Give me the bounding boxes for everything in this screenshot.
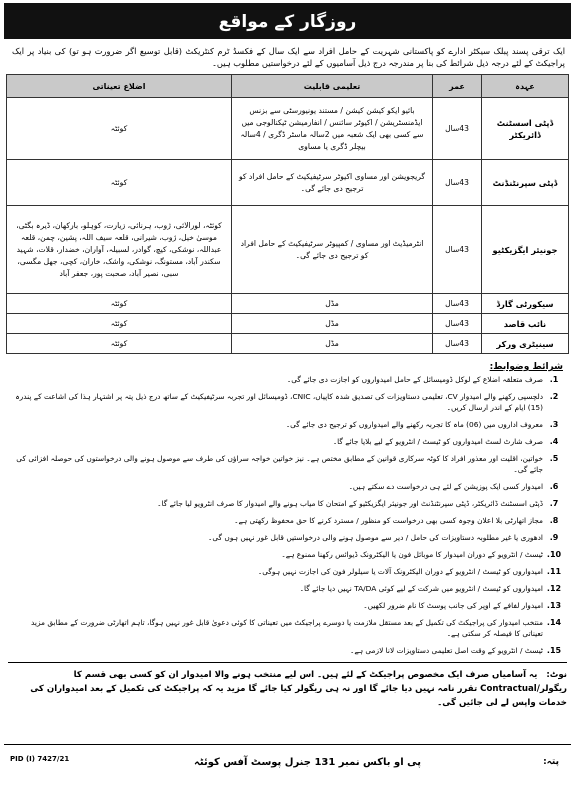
condition-number: 11. [546, 567, 562, 576]
pid-number: PID (I) 7427/21 [10, 755, 70, 763]
cell-title: سینیٹری ورکر [482, 334, 569, 354]
condition-number: 12. [546, 584, 562, 593]
list-item [12, 481, 565, 492]
conditions-list [4, 374, 571, 656]
cell-age: 43سال [433, 294, 482, 314]
condition-number: 7. [549, 499, 559, 508]
cell-age: 43سال [433, 206, 482, 294]
cell-age: 43سال [433, 160, 482, 206]
cell-title: ڈپٹی سپرنٹنڈنٹ [482, 160, 569, 206]
cell-domicile: کوئٹہ [7, 334, 232, 354]
list-item [12, 391, 565, 413]
list-item [12, 645, 565, 656]
condition-text: دلچسپی رکھنے والے امیدوار CV، تعلیمی دستاویزات کی تصدیق شدہ کاپیاں، CNIC، ڈومیسائل اور تجربہ سرٹیفیکیٹ کے ساتھ درج ذیل پتہ پر اشتہار ہذا کی اشاعت کے پندرہ (15) ایام کے اندر ارسال کریں۔ [15, 392, 543, 412]
note-block [8, 662, 567, 710]
list-item [12, 453, 565, 475]
col-header-age: عمر [433, 75, 482, 98]
cell-domicile: کوئٹہ [7, 160, 232, 206]
page-title-banner [4, 3, 571, 39]
condition-text: امیدوار لفافے کے اوپر کی جانب پوسٹ کا نام ضرور لکھیں۔ [363, 601, 543, 610]
condition-text: منتخب امیدوار کی پراجیکٹ کی تکمیل کے بعد مستقل ملازمت یا دوسرے پراجیکٹ میں تعیناتی کا کوئی دعویٰ قابل غور نہیں ہوگا، تاہم اتھارٹی ضرورت کے مطابق مزید تعیناتی کا فیصلہ کر سکتی ہے۔ [31, 618, 543, 638]
table-header-row [7, 75, 569, 98]
col-header-title: عہدہ [482, 75, 569, 98]
cell-qualification: انٹرمیڈیٹ اور مساوی / کمپیوٹر سرٹیفیکیٹ کے حامل افراد کو ترجیح دی جائے گی۔ [232, 206, 433, 294]
cell-qualification: گریجویشن اور مساوی اکیوٹر سرٹیفیکیٹ کے حامل افراد کو ترجیح دی جائے گی۔ [232, 160, 433, 206]
table-row [7, 160, 569, 206]
condition-number: 3. [549, 420, 559, 429]
list-item [12, 374, 565, 385]
note-text: یہ آسامیاں صرف ایک مخصوص پراجیکٹ کے لئے ہیں۔ اس لیے منتخب ہونے والا امیدوار ان کو کسی بھی قسم کا ریگولر/Contractual تقرر نامہ نہیں دیا جائے گا اور نہ ہی ریگولر کیا جائے گا مزید یہ کہ پراجیکٹ کی تکمیل کے بعد امیدواران کی خدمات واپس لے لی جائیں گی۔ [30, 670, 567, 708]
job-advertisement [4, 3, 571, 779]
condition-text: صرف متعلقہ اضلاع کے لوکل ڈومیسائل کے حامل امیدواروں کو اجازت دی جائے گی۔ [286, 375, 543, 384]
list-item [12, 515, 565, 526]
table-row [7, 294, 569, 314]
list-item [12, 566, 565, 577]
cell-domicile: کوئٹہ [7, 294, 232, 314]
condition-number: 8. [549, 516, 559, 525]
condition-text: خواتین، اقلیت اور معذور افراد کا کوٹہ سرکاری قوانین کے مطابق مختص ہے۔ نیز خواتین خواجہ سراؤں کی طرف سے موصول ہونے والی درخواستوں کی حوصلہ افزائی کی جائے گی۔ [16, 454, 543, 474]
condition-number: 9. [549, 533, 559, 542]
condition-number: 6. [549, 482, 559, 491]
list-item [12, 583, 565, 594]
intro-paragraph: ایک ترقی پسند پبلک سیکٹر ادارے کو پاکستانی شہریت کے حامل افراد سے ایک سال کے فکسڈ ٹرم کنٹریکٹ (قابل توسیع اگر ضرورت ہو تو) کی بنیاد پر ایک پراجیکٹ کے لئے درجہ ذیل شرائط کی بنا پر مندرجہ درج ذیل آسامیوں کے لئے درخواستیں مطلوب ہیں۔ [12, 46, 565, 68]
list-item [12, 436, 565, 447]
table-row [7, 98, 569, 160]
cell-domicile: کوئٹہ [7, 314, 232, 334]
address-label: پتہ: [543, 757, 559, 767]
cell-qualification: مڈل [232, 294, 433, 314]
list-item [12, 617, 565, 639]
condition-text: ادھوری یا غیر مطلوبہ دستاویزات کی حامل / دیر سے موصول ہونے والی درخواستیں قابل غور نہیں ہوں گی۔ [208, 533, 543, 542]
condition-number: 2. [549, 392, 559, 401]
cell-domicile: کوئٹہ [7, 98, 232, 160]
list-item [12, 498, 565, 509]
condition-text: امیدواروں کو ٹیسٹ / انٹرویو کے دوران الیکٹرونک آلات یا سیلولر فون کی اجازت نہیں ہوگی۔ [257, 567, 543, 576]
cell-age: 43سال [433, 334, 482, 354]
condition-text: معروف اداروں میں (06) ماہ کا تجربہ رکھنے والے امیدواروں کو ترجیح دی جائے گی۔ [285, 420, 543, 429]
list-item [12, 600, 565, 611]
condition-text: ٹیسٹ / انٹرویو کے وقت اصل تعلیمی دستاویزات لانا لازمی ہے۔ [350, 646, 543, 655]
cell-title: نائب قاصد [482, 314, 569, 334]
col-header-qualification: تعلیمی قابلیت [232, 75, 433, 98]
list-item [12, 549, 565, 560]
conditions-heading: شرائط وضوابط: [489, 362, 563, 372]
note-label: نوٹ: [546, 670, 567, 680]
cell-qualification: مڈل [232, 314, 433, 334]
cell-domicile: کوئٹہ، لورالائی، ژوب، ہرنائی، زیارت، کوہلو، بارکھان، ڈیرہ بگٹی، موسیٰ خیل، ژوب، شیرانی، قلعہ سیف اللہ، پشین، چمن، قلعہ عبداللہ، نوشکی، کیچ، گوادر، لسبیلہ، آواران، خضدار، قلات، شہید سکندر آباد، مستونگ، نوشکی، واشک، خاران، کچی، جھل مگسی، سبی، نصیر آباد، صحبت پور، جعفر آباد [7, 206, 232, 294]
condition-text: ڈپٹی اسسٹنٹ ڈائریکٹر، ڈپٹی سپرنٹنڈنٹ اور جونیئر ایگزیکٹیو کے امتحان کا میاب ہونے والے امیدوار کا صرف انٹرویو لیا جائے گا۔ [157, 499, 543, 508]
condition-number: 5. [549, 454, 559, 463]
cell-title: جونیئر ایگزیکٹیو [482, 206, 569, 294]
condition-number: 15. [546, 646, 562, 655]
condition-text: امیدوار کسی ایک پوزیشن کے لئے ہی درخواست دے سکتے ہیں۔ [348, 482, 543, 491]
condition-number: 13. [546, 601, 562, 610]
condition-number: 4. [549, 437, 559, 446]
condition-number: 14. [546, 618, 562, 627]
cell-qualification: مڈل [232, 334, 433, 354]
cell-qualification: بائیو ایکو کیشن کیشن / مستند یونیورسٹی سے بزنس ایڈمنسٹریشن / اکیوٹر سائنس / انفارمیشن ٹیکنالوجی میں سے کسی بھی ایک شعبہ میں 2سالہ ماسٹر ڈگری / 4سالہ بیچلر ڈگری یا مساوی [232, 98, 433, 160]
list-item [12, 419, 565, 430]
col-header-domicile: اضلاع تعیناتی [7, 75, 232, 98]
condition-text: ٹیسٹ / انٹرویو کے دوران امیدوار کا موبائل فون یا الیکٹرونک ڈیوائس رکھنا ممنوع ہے۔ [281, 550, 543, 559]
table-row [7, 334, 569, 354]
footer [4, 744, 571, 779]
table-row [7, 314, 569, 334]
condition-number: 10. [546, 550, 562, 559]
list-item [12, 532, 565, 543]
condition-text: امیدواروں کو ٹیسٹ / انٹرویو میں شرکت کے لیے کوئی TA/DA نہیں دیا جائے گا۔ [299, 584, 543, 593]
table-row [7, 206, 569, 294]
condition-text: مجاز اتھارٹی بلا اعلان وجوہ کسی بھی درخواست کو منظور / مسترد کرنے کا حق محفوظ رکھتی ہے۔ [234, 516, 543, 525]
jobs-table [6, 74, 569, 354]
cell-title: سیکورٹی گارڈ [482, 294, 569, 314]
cell-age: 43سال [433, 98, 482, 160]
page-title: روزگار کے مواقع [218, 11, 357, 32]
cell-age: 43سال [433, 314, 482, 334]
postal-address: پی او باکس نمبر 131 جنرل پوسٹ آفس کوئٹہ [194, 757, 421, 768]
condition-text: صرف شارٹ لسٹ امیدواروں کو ٹیسٹ / انٹرویو کے لیے بلایا جائے گا۔ [332, 437, 543, 446]
condition-number: 1. [549, 375, 559, 384]
cell-title: ڈپٹی اسسٹنٹ ڈائریکٹر [482, 98, 569, 160]
